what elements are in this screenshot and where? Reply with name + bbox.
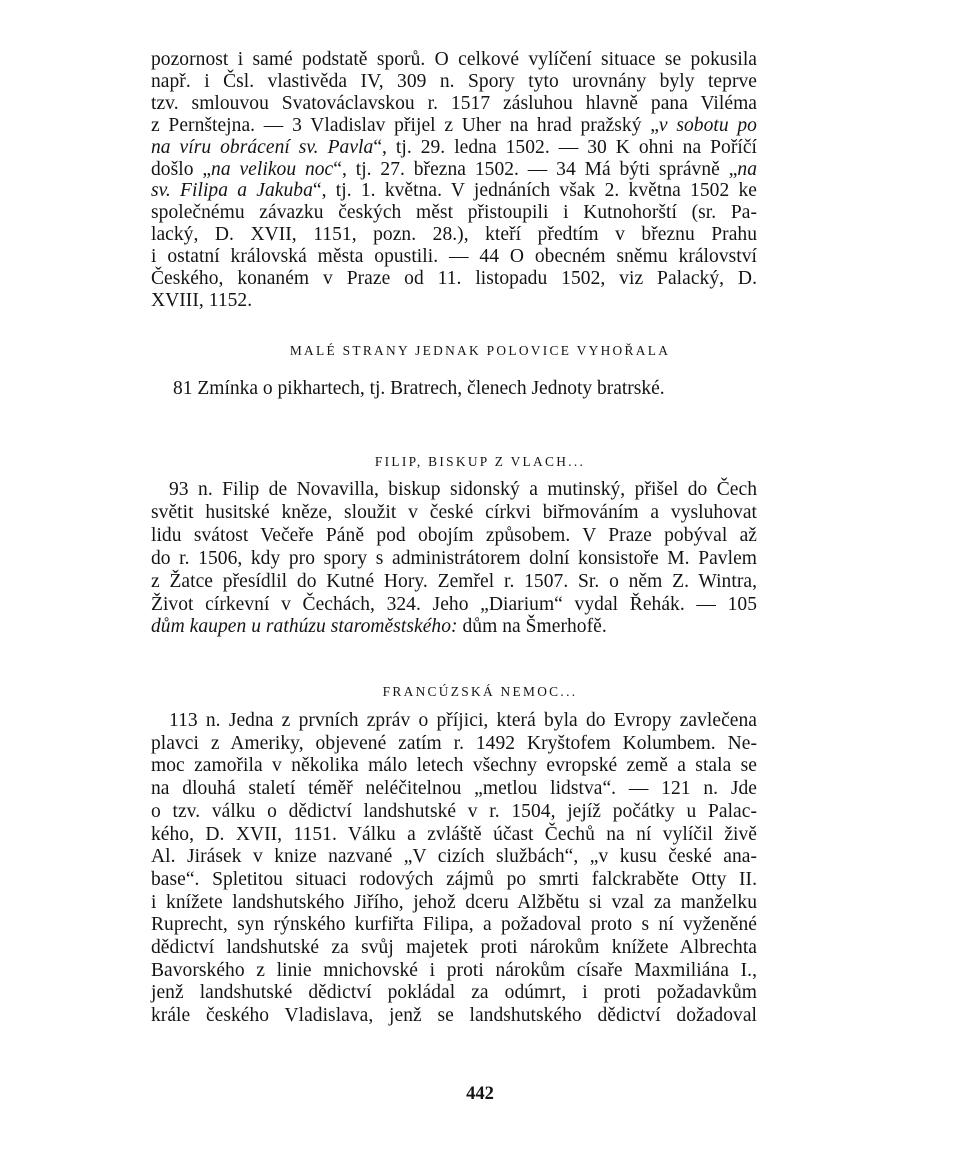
text-line: sv. Filipa a Jakuba“, tj. 1. května. V jednáních však 2. května 1502 ke [151,180,757,202]
text-line: jenž landshutské dědictví pokládal za odúmrt, i proti požadavkům [151,982,757,1004]
text-line: společnému závazku českých měst přistoupili i Kutnohorští (sr. Pa- [151,202,757,224]
text-line: světit husitské kněze, sloužit v české církvi biřmováním a vysluhovat [151,501,757,523]
text-line: dědictví landshutské za svůj majetek proti nárokům knížete Albrechta [151,937,757,959]
text-line: tzv. smlouvou Svatováclavskou r. 1517 zásluhou hlavně pana Viléma [151,92,757,114]
text-line: plavci z Ameriky, objevené zatím r. 1492 Kryštofem Kolumbem. Ne- [151,732,757,754]
text-line: dům kaupen u rathúzu staroměstského: dům na Šmerhofě. [151,616,607,638]
text-line: lacký, D. XVII, 1151, pozn. 28.), kteří předtím v březnu Prahu [151,224,757,246]
text-line: krále českého Vladislava, jenž se landshutského dědictví dožadoval [151,1005,757,1027]
text-line: z Pernštejna. — 3 Vladislav přijel z Uher na hrad pražský „v sobotu po [151,114,757,136]
text-line: moc zamořila v několika málo letech všechny evropské země a stala se [151,755,757,777]
text-line: z Žatce přesídlil do Kutné Hory. Zemřel r. 1507. Sr. o něm Z. Wintra, [151,570,757,592]
text-line: pozornost i samé podstatě sporů. O celkové vylíčení situace se pokusila [151,49,757,70]
note-francuzska-nemoc-paragraph [151,710,757,1028]
note-filip-paragraph [151,479,757,639]
text-line: Život církevní v Čechách, 324. Jeho „Diarium“ vydal Řehák. — 105 [151,593,757,615]
section-heading-1: MALÉ STRANY JEDNAK POLOVICE VYHOŘALA [289,343,671,358]
text-line: 113 n. Jedna z prvních zpráv o příjici, která byla do Evropy zavlečena [169,710,757,731]
text-line: base“. Spletitou situaci rodových zájmů po smrti falckraběte Otty II. [151,868,757,890]
text-line: Ruprecht, syn rýnského kurfiřta Filipa, a požadoval proto s ní vyženěné [151,914,757,936]
text-line: Bavorského z linie mnichovské i proti nárokům císaře Maxmiliána I., [151,959,757,981]
note-81: 81 Zmínka o pikhartech, tj. Bratrech, členech Jednoty bratrské. [173,378,665,399]
text-line: lidu svátost Večeře Páně pod obojím způsobem. V Praze pobýval až [151,524,757,546]
text-line: Al. Jirásek v knize nazvané „V cizích službách“, „v kusu české ana- [151,846,757,868]
text-line: Českého, konaném v Praze od 11. listopadu 1502, viz Palacký, D. [151,268,757,290]
text-line: např. i Čsl. vlastivěda IV, 309 n. Spory tyto urovnány byly teprve [151,70,757,92]
text-line: kého, D. XVII, 1151. Válku a zvláště účast Čechů na ní vylíčil živě [151,823,757,845]
text-line: došlo „na velikou noc“, tj. 27. března 1502. — 34 Má býti správně „na [151,158,758,180]
text-line: o tzv. válku o dědictví landshutské v r. 1504, jejíž počátky u Palac- [151,800,757,822]
continued-notes-paragraph [151,49,757,312]
section-heading-3: FRANCÚZSKÁ NEMOC... [382,684,578,699]
text-line: do r. 1506, kdy pro spory s administrátorem dolní konsistoře M. Pavlem [151,547,757,569]
text-line: 93 n. Filip de Novavilla, biskup sidonský a mutinský, přišel do Čech [169,479,757,500]
page-number: 442 [466,1084,494,1104]
text-line: na víru obrácení sv. Pavla“, tj. 29. ledna 1502. — 30 K ohni na Poříčí [151,136,758,158]
text-line: i knížete landshutského Jiřího, jehož dceru Alžbětu si vzal za manželku [151,891,757,913]
section-heading-2: FILIP, BISKUP Z VLACH... [374,454,586,469]
text-line: i ostatní královská města opustili. — 44 O obecném sněmu království [151,246,757,268]
text-line: na dlouhá staletí téměř neléčitelnou „metlou lidstva“. — 121 n. Jde [151,778,757,800]
text-line: XVIII, 1152. [151,289,253,311]
